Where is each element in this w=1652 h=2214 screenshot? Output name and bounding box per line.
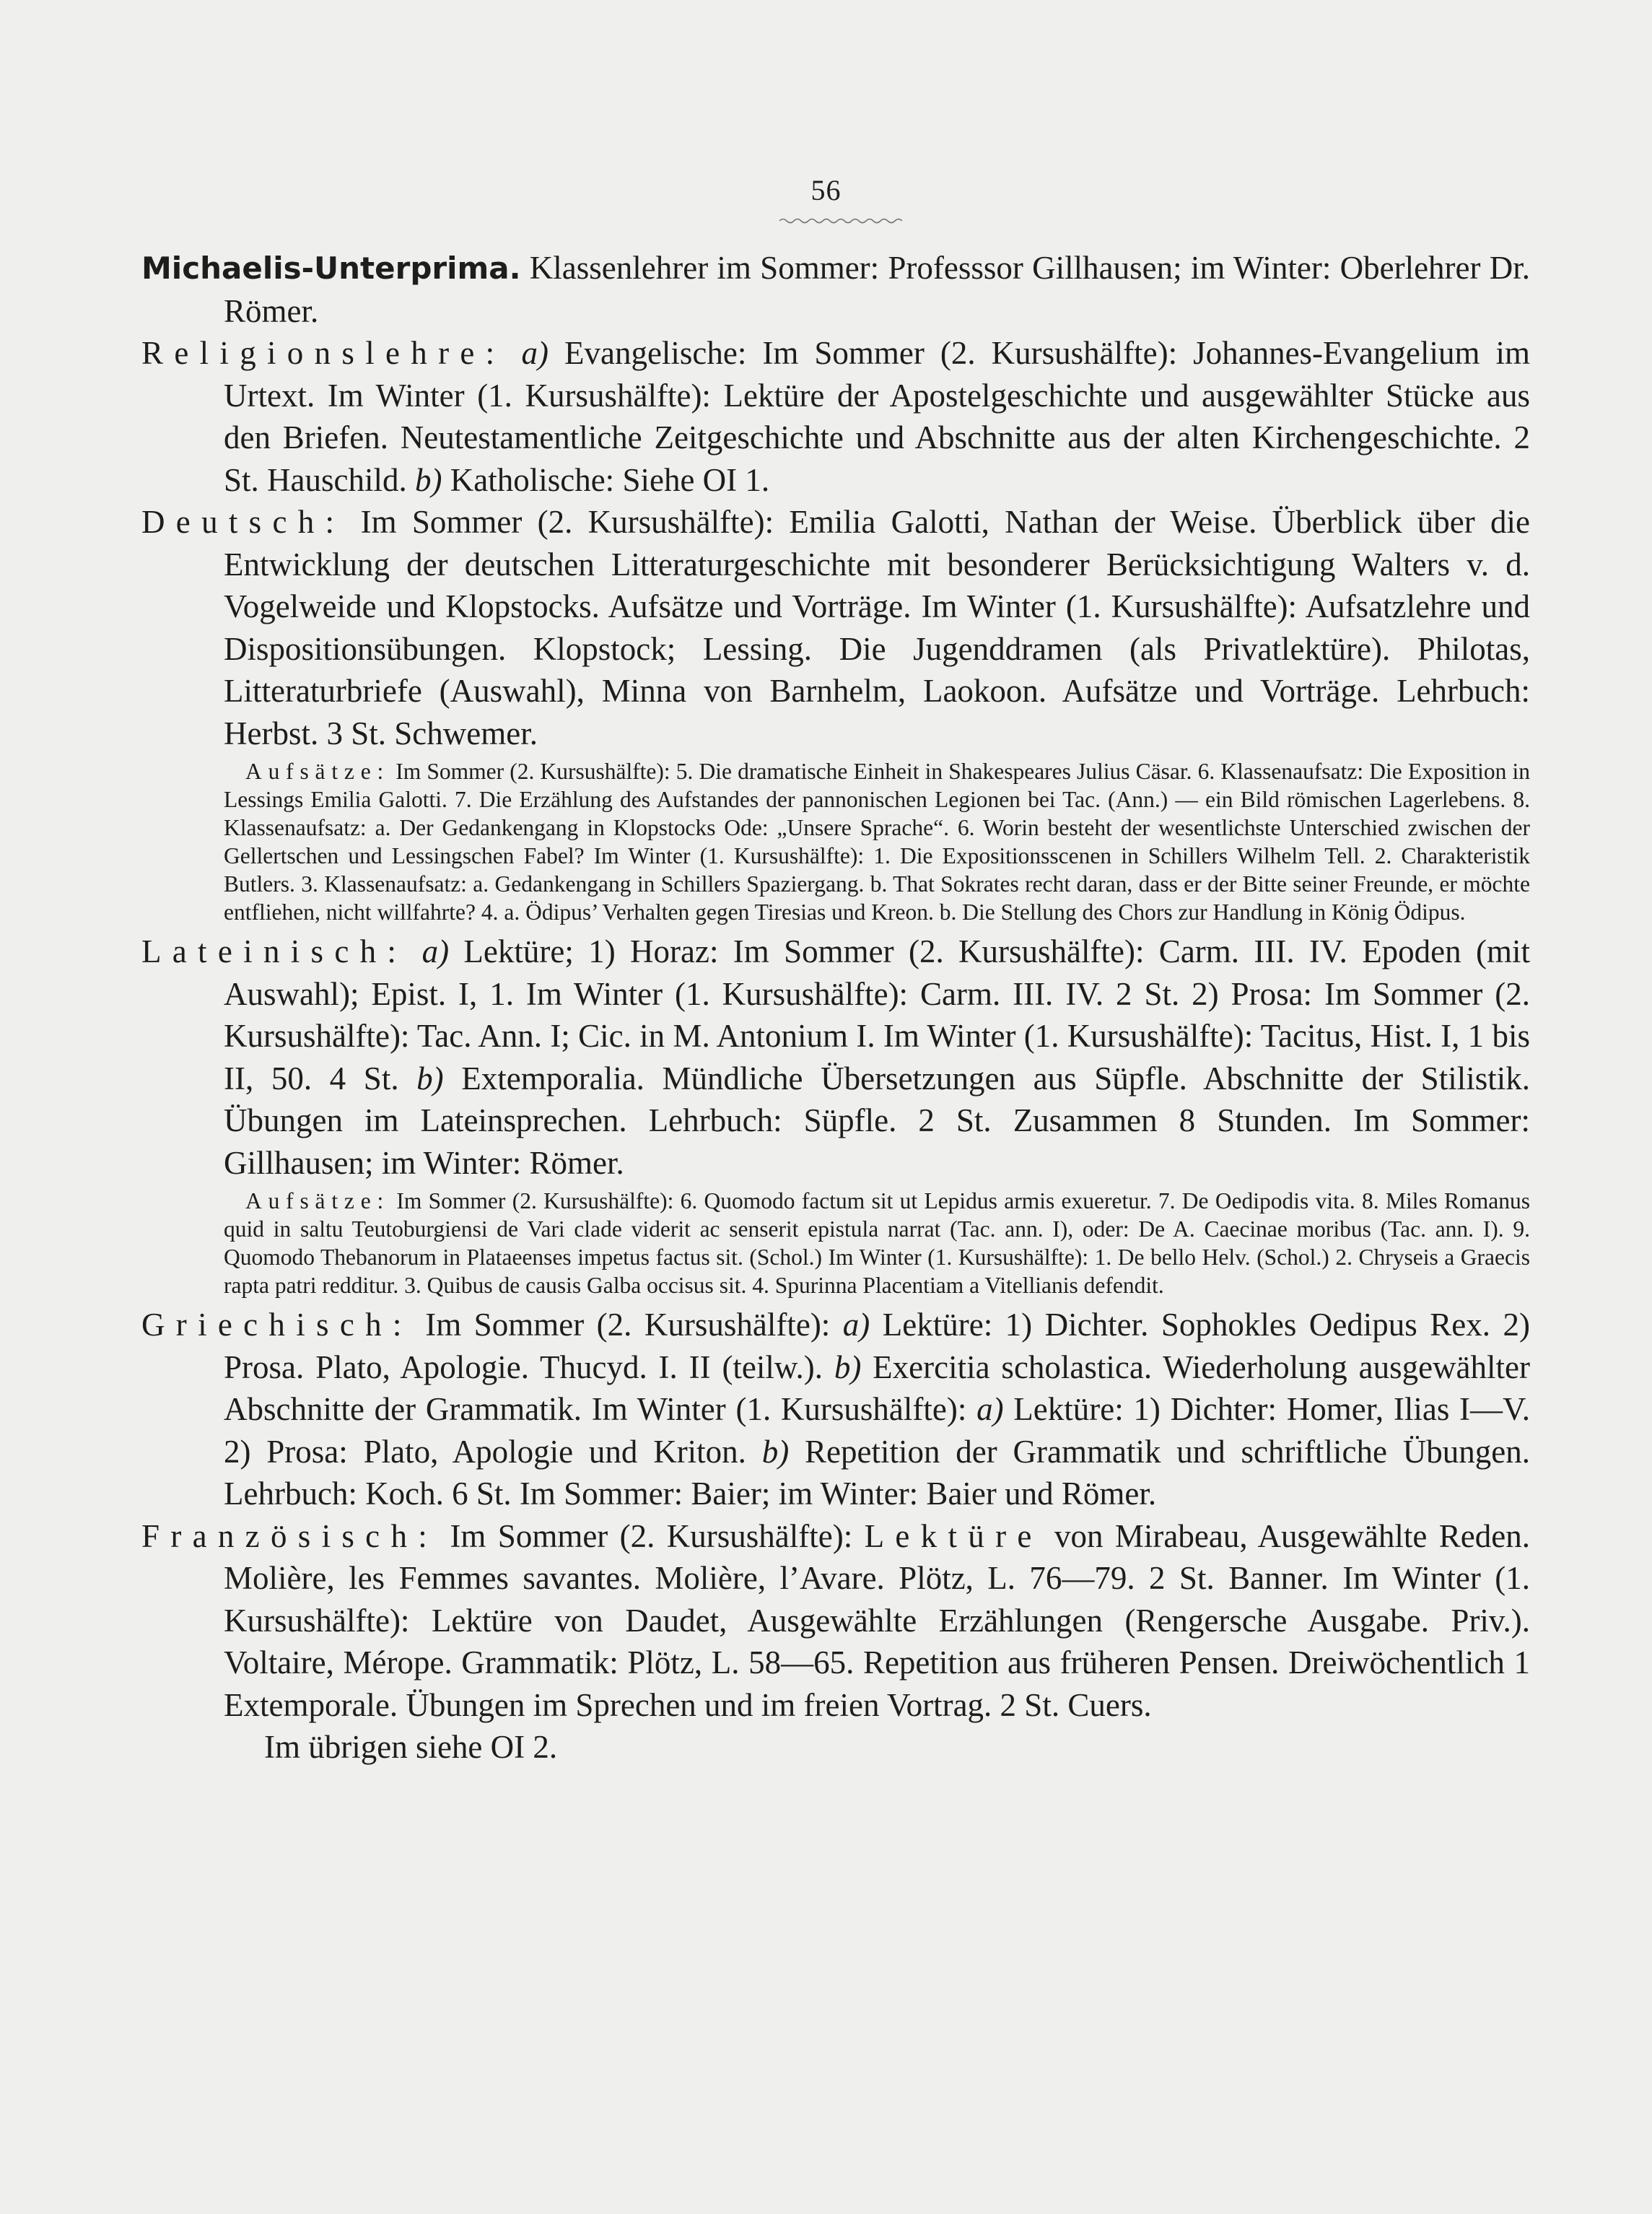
deutsch-text: Im Sommer (2. Kursushälfte): Emilia Galotti, Nathan der Weise. Überblick über die Entwicklung der deutschen Litteraturgeschichte mit besonderer Berücksichtigung Walters v. d. Vogelweide und Klopstocks. Aufsätze und Vorträge. Im Winter (1. Kursushälfte): Aufsatzlehre und Dispositionsübungen. Klopstock; Lessing. Die Jugenddramen (als Privatlektüre). Philotas, Litteraturbriefe (Auswahl), Minna von Barnhelm, Laokoon. Aufsätze und Vorträge. Lehrbuch: Herbst. 3 St. Schwemer.: [224, 504, 1530, 751]
closing-line: Im übrigen siehe OI 2.: [264, 1729, 558, 1765]
griechisch-text-5: Repetition der Grammatik und schriftliche Übungen. Lehrbuch: Koch. 6 St. Im Sommer: Baier; im Winter: Baier und Römer.: [224, 1433, 1530, 1512]
class-heading: Michaelis-Unterprima.: [141, 250, 521, 286]
latein-essays-text: Im Sommer (2. Kursushälfte): 6. Quomodo factum sit ut Lepidus armis exueretur. 7. De Oedipodis vita. 8. Miles Romanus quid in saltu Teutoburgiensi de Vari clade viderit ac senserit epistula narrat (Tac. ann. I), oder: De A. Caecinae moribus (Tac. ann. I). 9. Quomodo Thebanorum in Plataeenses impetus factus sit. (Schol.) Im Winter (1. Kursushälfte): 1. De bello Helv. (Schol.) 2. Chryseis a Graecis rapta patri redditur. 3. Quibus de causis Galba occisus sit. 4. Spurinna Placentiam a Vitellianis defendit.: [224, 1188, 1530, 1298]
deutsch-paragraph: [141, 501, 1530, 754]
deutsch-essays-label: Aufsätze:: [245, 759, 390, 784]
intro-text: Klassenlehrer im Sommer: Professsor Gillhausen; im Winter: Oberlehrer Dr. Römer.: [224, 250, 1530, 329]
religion-paragraph: [141, 332, 1530, 501]
religion-b-mark: b): [415, 461, 442, 498]
religion-label: Religionslehre:: [141, 335, 506, 371]
griechisch-text-1: Im Sommer (2. Kursushälfte):: [412, 1307, 843, 1343]
franzoesisch-lektuere: Lektüre: [864, 1517, 1043, 1554]
griechisch-text-2: Lektüre: 1) Dichter. Sophokles Oedipus Rex. 2) Prosa. Plato, Apologie. Thucyd. I. II (teilw.).: [224, 1307, 1530, 1385]
latein-label: Lateinisch:: [141, 933, 408, 969]
deutsch-essays-text: Im Sommer (2. Kursushälfte): 5. Die dramatische Einheit in Shakespeares Julius Cäsar. 6. Klassenaufsatz: Die Exposition in Lessings Emilia Galotti. 7. Die Erzählung des Aufstandes der pannonischen Legionen bei Tac. (Ann.) — ein Bild römischen Lagerlebens. 8. Klassenaufsatz: a. Der Gedankengang in Klopstocks Ode: „Unsere Sprache“. 6. Worin besteht der wesentlichste Unterschied zwischen der Gellertschen und Lessingschen Fabel? Im Winter (1. Kursushälfte): 1. Die Expositionsscenen in Schillers Wilhelm Tell. 2. Charakteristik Butlers. 3. Klassenaufsatz: a. Gedankengang in Schillers Spaziergang. b. That Sokrates recht daran, dass er der Bitte seiner Freunde, er möchte entfliehen, nicht willfahrte? 4. a. Ödipus’ Verhalten gegen Tiresias und Kreon. b. Die Stellung des Chors zur Handlung in König Ödipus.: [224, 759, 1530, 925]
griechisch-label: Griechisch:: [141, 1307, 413, 1343]
griechisch-b2-mark: b): [761, 1433, 790, 1470]
page-number: 56: [810, 174, 842, 206]
griechisch-text-3: Exercitia scholastica. Wiederholung ausgewählter Abschnitte der Grammatik. Im Winter (1. Kursushälfte):: [224, 1348, 1530, 1427]
griechisch-text-4: Lektüre: 1) Dichter: Homer, Ilias I—V. 2) Prosa: Plato, Apologie und Kriton.: [224, 1391, 1530, 1470]
latein-text-2: Extemporalia. Mündliche Übersetzungen aus Süpfle. Abschnitte der Stilistik. Übungen im Lateinsprechen. Lehrbuch: Süpfle. 2 St. Zusammen 8 Stunden. Im Sommer: Gillhausen; im Winter: Römer.: [224, 1060, 1530, 1181]
deutsch-essays: [141, 757, 1530, 926]
religion-a-mark: a): [521, 335, 549, 371]
griechisch-paragraph: [141, 1304, 1530, 1515]
deutsch-label: Deutsch:: [141, 504, 346, 540]
intro-paragraph: [141, 247, 1530, 332]
franzoesisch-text-1: Im Sommer (2. Kursushälfte):: [438, 1517, 865, 1554]
franzoesisch-paragraph: [141, 1515, 1530, 1727]
latein-essays-label: Aufsätze:: [245, 1188, 390, 1213]
folio-ornament: [779, 217, 902, 225]
latein-paragraph: [141, 931, 1530, 1184]
griechisch-b-mark: b): [834, 1348, 862, 1385]
franzoesisch-label: Französisch:: [141, 1517, 439, 1554]
page-body: [141, 247, 1530, 1769]
latein-essays: [141, 1187, 1530, 1299]
religion-text-1: Evangelische: Im Sommer (2. Kursushälfte): Johannes-Evangelium im Urtext. Im Winter (1. Kursushälfte): Lektüre der Apostelgeschichte und ausgewählter Stücke aus den Briefen. Neutestamentliche Zeitgeschichte und Abschnitte aus der alten Kirchengeschichte. 2 St. Hauschild.: [224, 335, 1530, 498]
latein-a-mark: a): [421, 933, 450, 969]
griechisch-a2-mark: a): [976, 1391, 1004, 1427]
latein-b-mark: b): [416, 1060, 444, 1097]
griechisch-a-mark: a): [842, 1307, 870, 1343]
latein-text-1: Lektüre; 1) Horaz: Im Sommer (2. Kursushälfte): Carm. III. IV. Epoden (mit Auswahl); Epist. I, 1. Im Winter (1. Kursushälfte): Carm. III. IV. 2 St. 2) Prosa: Im Sommer (2. Kursushälfte): Tac. Ann. I; Cic. in M. Antonium I. Im Winter (1. Kursushälfte): Tacitus, Hist. I, 1 bis II, 50. 4 St.: [224, 933, 1530, 1097]
religion-text-2: Katholische: Siehe OI 1.: [442, 461, 770, 498]
franzoesisch-text-2: von Mirabeau, Ausgewählte Reden. Molière, les Femmes savantes. Molière, l’Avare. Plötz, L. 76—79. 2 St. Banner. Im Winter (1. Kursushälfte): Lektüre von Daudet, Ausgewählte Erzählungen (Rengersche Ausgabe. Priv.). Voltaire, Mérope. Grammatik: Plötz, L. 58—65. Repetition aus früheren Pensen. Dreiwöchentlich 1 Extemporale. Übungen im Sprechen und im freien Vortrag. 2 St. Cuers.: [224, 1517, 1530, 1723]
